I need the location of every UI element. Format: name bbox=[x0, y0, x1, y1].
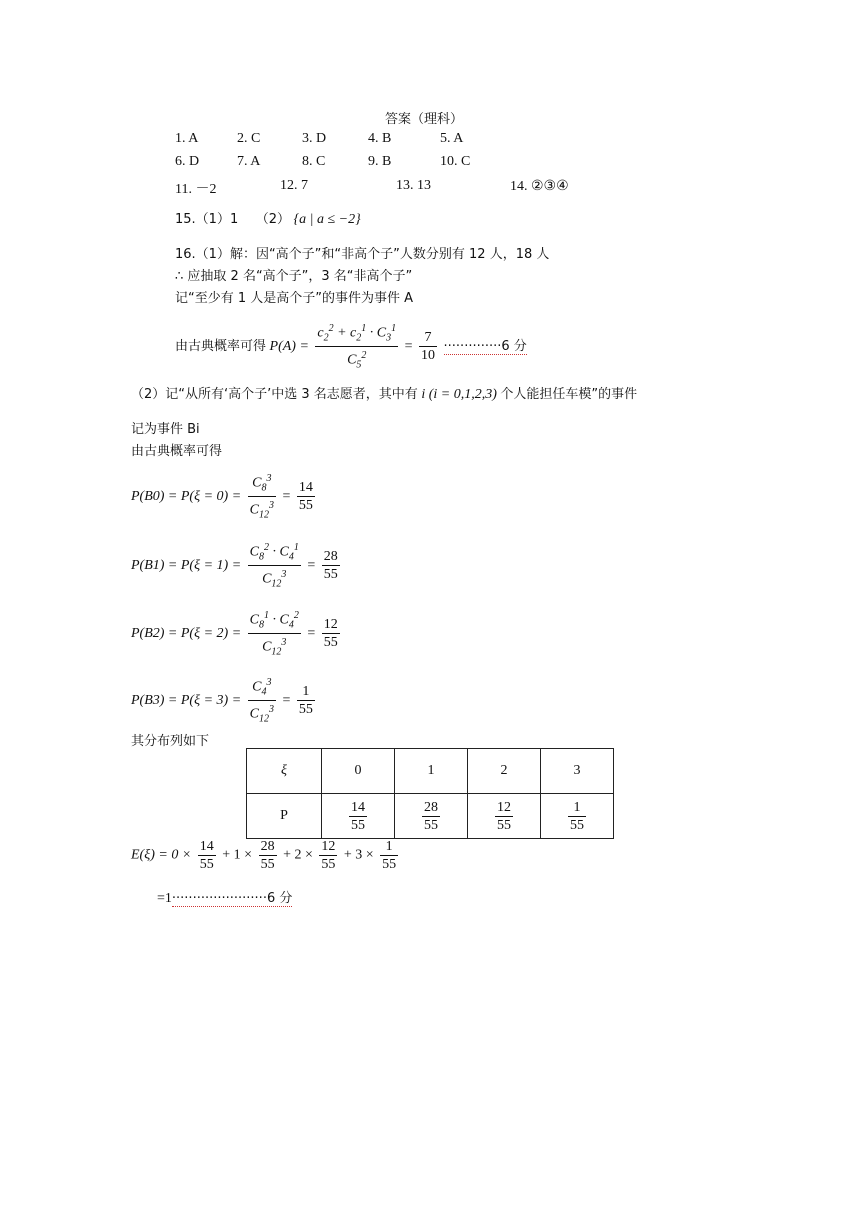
fraction: $\frac{C_8^3}{C_{12}^3}$ bbox=[248, 470, 276, 524]
page-title: 答案（理科） bbox=[385, 112, 464, 127]
choice-answer: 9. B bbox=[368, 154, 392, 169]
distribution-table bbox=[246, 748, 614, 839]
fraction: $\frac{C_4^3}{C_{12}^3}$ bbox=[248, 674, 276, 728]
fraction: $\frac{C_8^2 \cdot C_4^1}{C_{12}^3}$ bbox=[248, 539, 301, 593]
table-header-cell: 1 bbox=[395, 749, 468, 794]
table-cell: $\frac{12}{55}$ bbox=[468, 794, 541, 839]
table-header-cell: 2 bbox=[468, 749, 541, 794]
q16-probability-a: 由古典概率可得 P(A) = $\frac{c_2^2 + c_2^1 \cdot C_3^1}{C_5^2}$ = $\frac{7}{10}$ ··············6 分 bbox=[175, 320, 527, 374]
choice-answer: 4. B bbox=[368, 131, 392, 146]
fill-answer: 11. －2 bbox=[175, 182, 217, 197]
table-header-cell: 0 bbox=[322, 749, 395, 794]
choice-answer: 5. A bbox=[440, 131, 464, 146]
prob-equation: P(B0) = P(ξ = 0) = $\frac{C_8^3}{C_{12}^3}$ = $\frac{14}{55}$ bbox=[131, 470, 318, 524]
table-row bbox=[247, 794, 614, 839]
q16-part2-line2: 记为事件 Bi bbox=[131, 422, 200, 437]
distribution-label: 其分布列如下 bbox=[131, 734, 210, 749]
choice-answer: 6. D bbox=[175, 154, 200, 169]
fill-answer: 13. 13 bbox=[396, 178, 431, 193]
prob-equation: P(B2) = P(ξ = 2) = $\frac{C_8^1 \cdot C_4^2}{C_{12}^3}$ = $\frac{12}{55}$ bbox=[131, 607, 343, 661]
prob-equation: P(B1) = P(ξ = 1) = $\frac{C_8^2 \cdot C_4^1}{C_{12}^3}$ = $\frac{28}{55}$ bbox=[131, 539, 343, 593]
table-cell: $\frac{28}{55}$ bbox=[395, 794, 468, 839]
choice-answer: 10. C bbox=[440, 154, 471, 169]
expectation-formula: E(ξ) = 0 × $\frac{14}{55}$ + 1 × $\frac{28}{55}$ + 2 × $\frac{12}{55}$ + 3 × $\frac{1}{55}$ bbox=[131, 839, 397, 872]
fraction-result: $\frac{7}{10}$ bbox=[421, 330, 436, 364]
table-header-cell: 3 bbox=[541, 749, 614, 794]
table-row-label: P bbox=[247, 794, 322, 839]
q16-line1: 16.（1）解：因“高个子”和“非高个子”人数分别有 12 人，18 人 bbox=[175, 247, 550, 262]
prob-equation: P(B3) = P(ξ = 3) = $\frac{C_4^3}{C_{12}^3}$ = $\frac{1}{55}$ bbox=[131, 674, 318, 728]
table-cell: $\frac{1}{55}$ bbox=[541, 794, 614, 839]
fill-answer: 12. 7 bbox=[280, 178, 308, 193]
choice-answer: 8. C bbox=[302, 154, 326, 169]
choice-answer: 1. A bbox=[175, 131, 199, 146]
choice-answer: 7. A bbox=[237, 154, 261, 169]
choice-answer: 3. D bbox=[302, 131, 327, 146]
fraction-result: $\frac{12}{55}$ bbox=[323, 617, 338, 651]
fraction: $\frac{C_8^1 \cdot C_4^2}{C_{12}^3}$ bbox=[248, 607, 301, 661]
q16-line2: ∴ 应抽取 2 名“高个子”，3 名“非高个子” bbox=[175, 269, 413, 284]
expectation-result: =1·······················6 分 bbox=[157, 891, 293, 906]
q16-line3: 记“至少有 1 人是高个子”的事件为事件 A bbox=[175, 291, 414, 306]
q16-part2-line1: （2）记“从所有‘高个子’中选 3 名志愿者，其中有 i (i = 0,1,2,3) 个人能担任车模”的事件 bbox=[131, 387, 638, 402]
fill-answer: 14. ②③④ bbox=[510, 179, 569, 194]
choice-answer: 2. C bbox=[237, 131, 261, 146]
q16-part2-line3: 由古典概率可得 bbox=[131, 444, 223, 459]
fraction-result: $\frac{1}{55}$ bbox=[298, 684, 313, 718]
table-cell: $\frac{14}{55}$ bbox=[322, 794, 395, 839]
fraction-result: $\frac{28}{55}$ bbox=[323, 549, 338, 583]
q15-answer: 15.（1）1 （2） {a | a ≤ −2} bbox=[175, 212, 361, 227]
fraction: $\frac{c_2^2 + c_2^1 \cdot C_3^1}{C_5^2}$ bbox=[315, 320, 398, 374]
table-header-cell: ξ bbox=[247, 749, 322, 794]
fraction-result: $\frac{14}{55}$ bbox=[298, 480, 313, 514]
table-row bbox=[247, 749, 614, 794]
